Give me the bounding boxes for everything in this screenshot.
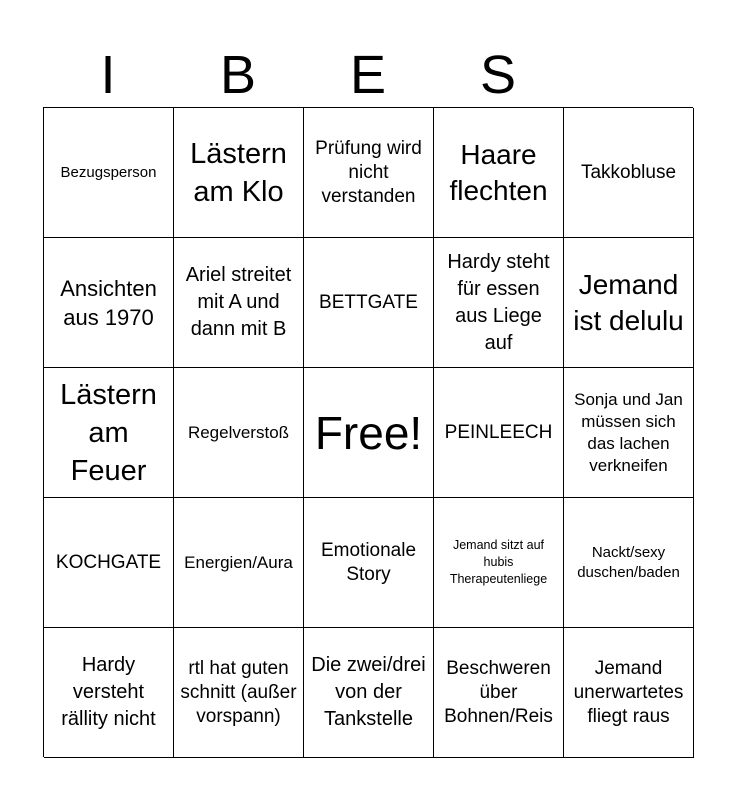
bingo-cell[interactable] xyxy=(44,238,174,368)
bingo-cell[interactable] xyxy=(564,238,694,368)
bingo-cell[interactable] xyxy=(304,108,434,238)
bingo-cell-text: KOCHGATE xyxy=(55,551,162,573)
bingo-cell-text: Prüfung wird nicht verstanden xyxy=(315,137,422,207)
bingo-cell[interactable] xyxy=(434,498,564,628)
bingo-cell-text: Emotionale Story xyxy=(320,539,417,585)
bingo-cell-text: Lästern am Klo xyxy=(190,137,287,208)
bingo-cell[interactable] xyxy=(304,628,434,758)
header-letter: B xyxy=(219,45,257,105)
bingo-header xyxy=(43,44,693,106)
bingo-cell-text: Beschweren über Bohnen/Reis xyxy=(444,657,553,727)
header-letter xyxy=(563,44,693,106)
bingo-cell-text: Hardy versteht rällity nicht xyxy=(61,654,156,730)
bingo-cell-text: rtl hat guten schnitt (außer vorspann) xyxy=(180,657,297,727)
bingo-cell-text: PEINLEECH xyxy=(444,421,553,443)
header-letter: I xyxy=(100,45,116,105)
bingo-cell[interactable] xyxy=(564,498,694,628)
bingo-cell-text: Jemand sitzt auf hubis Therapeutenliege xyxy=(449,538,548,586)
bingo-cell-text: Nackt/sexy duschen/baden xyxy=(577,543,680,581)
bingo-cell[interactable] xyxy=(564,628,694,758)
bingo-cell[interactable] xyxy=(304,498,434,628)
bingo-cell-text: Lästern am Feuer xyxy=(60,378,157,487)
bingo-cell[interactable] xyxy=(174,628,304,758)
bingo-cell[interactable] xyxy=(174,498,304,628)
bingo-cell-text: Ansichten aus 1970 xyxy=(60,275,157,330)
bingo-cell[interactable] xyxy=(434,108,564,238)
bingo-cell[interactable] xyxy=(434,238,564,368)
header-letter: S xyxy=(479,45,517,105)
bingo-cell[interactable] xyxy=(564,108,694,238)
bingo-cell-text: Haare flechten xyxy=(449,138,548,206)
bingo-cell-text: Hardy steht für essen aus Liege auf xyxy=(447,250,550,354)
bingo-cell-text: Bezugsperson xyxy=(60,163,157,181)
bingo-cell-text: Regelverstoß xyxy=(187,422,290,442)
header-letter: E xyxy=(349,45,387,105)
free-space-text: Free! xyxy=(314,406,423,459)
bingo-cell-text: Jemand unerwartetes fliegt raus xyxy=(573,657,684,727)
bingo-cell[interactable] xyxy=(174,238,304,368)
bingo-cell-text: Energien/Aura xyxy=(184,552,293,572)
bingo-cell-text: Jemand ist delulu xyxy=(573,268,684,336)
free-space[interactable] xyxy=(304,368,434,498)
bingo-cell-text: Sonja und Jan müssen sich das lachen verkneifen xyxy=(574,389,683,475)
bingo-cell-text: Ariel streitet mit A und dann mit B xyxy=(185,264,292,340)
bingo-cell-text: Takkobluse xyxy=(580,161,677,183)
bingo-cell[interactable] xyxy=(174,108,304,238)
bingo-cell[interactable] xyxy=(174,368,304,498)
bingo-cell-text: BETTGATE xyxy=(319,291,418,313)
bingo-cell[interactable] xyxy=(434,628,564,758)
bingo-cell[interactable] xyxy=(434,368,564,498)
bingo-cell[interactable] xyxy=(44,108,174,238)
bingo-cell[interactable] xyxy=(44,368,174,498)
bingo-cell[interactable] xyxy=(564,368,694,498)
bingo-grid xyxy=(43,107,693,757)
bingo-cell[interactable] xyxy=(44,628,174,758)
bingo-cell-text: Die zwei/drei von der Tankstelle xyxy=(311,654,426,730)
bingo-cell[interactable] xyxy=(44,498,174,628)
bingo-cell[interactable] xyxy=(304,238,434,368)
